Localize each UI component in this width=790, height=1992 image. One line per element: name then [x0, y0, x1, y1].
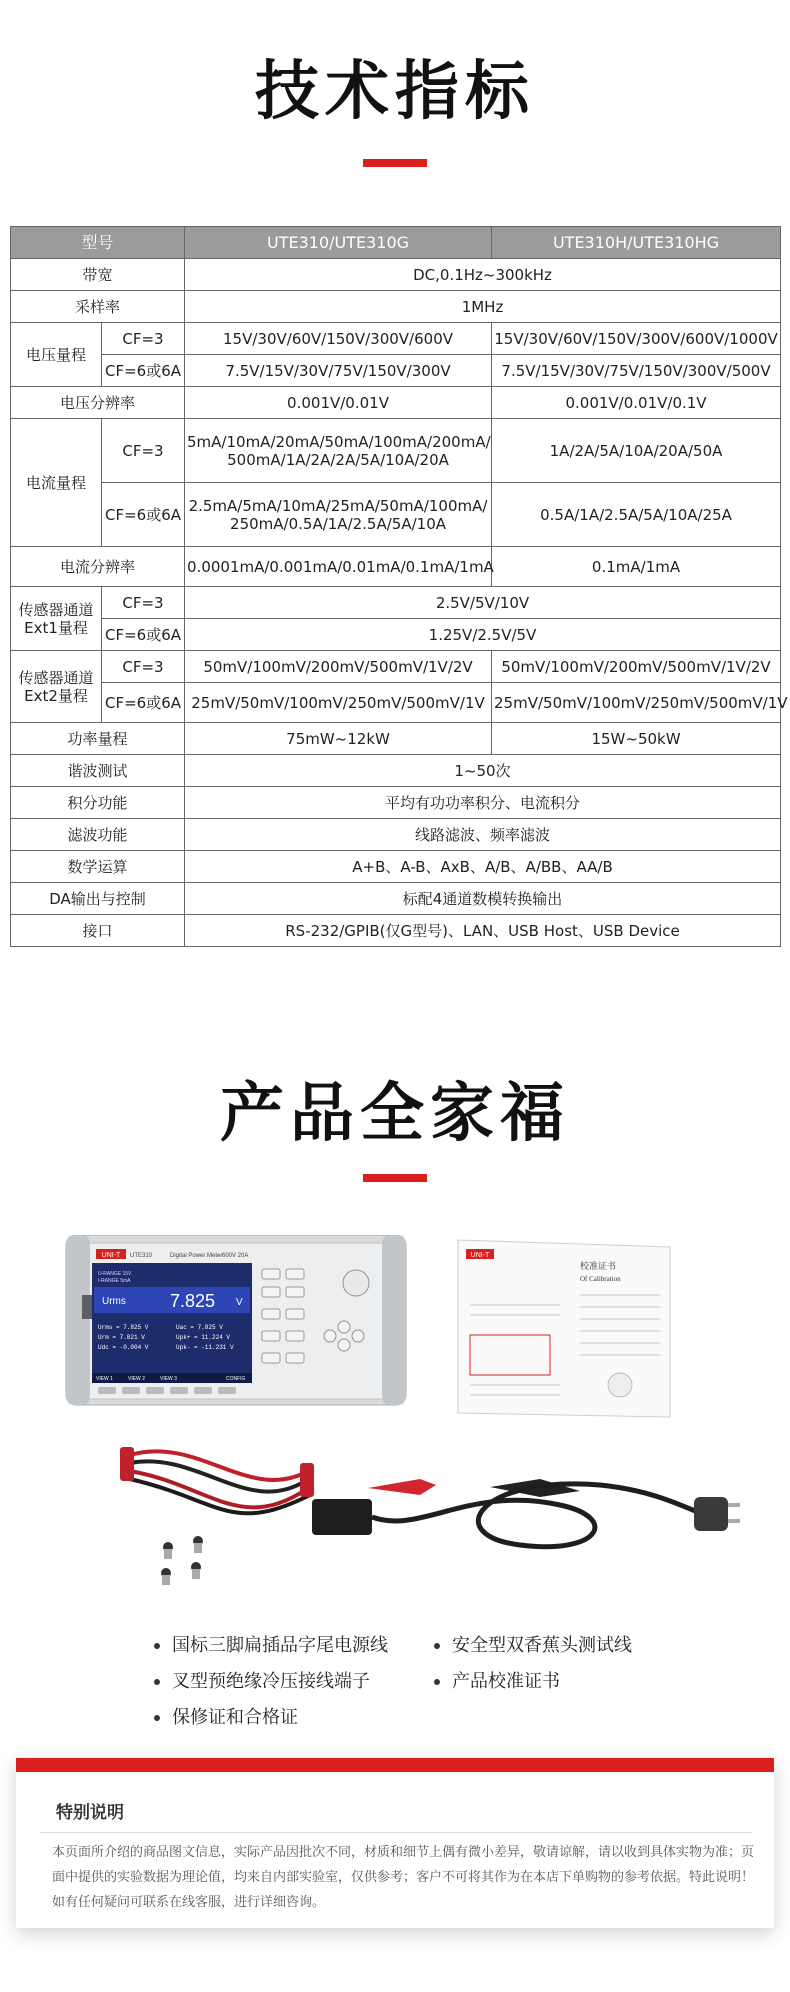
spec-title: 技术指标: [255, 55, 535, 129]
certificate-brand: UNI-T: [470, 1252, 490, 1259]
row-label: 滤波功能: [11, 819, 185, 851]
list-item-label: 国标三脚扁插品字尾电源线: [172, 1635, 388, 1656]
row-label: 接口: [11, 915, 185, 947]
softkey-label: VIEW 2: [128, 1376, 145, 1382]
notice-title: 特别说明: [56, 1803, 124, 1823]
bullet-icon: [154, 1643, 160, 1649]
notice-text: 本页面所介绍的商品图文信息，实际产品因批次不同，材质和细节上偶有微小差异，敬请谅解，请以收到具体实物为准；页面中提供的实验数据为理论值，均来自内部实验室，仅供参考；客户不可将其作为在本店下单购物的参考依据。特此说明！如有任何疑问可联系在线客服，进行详细咨询。: [52, 1845, 755, 1910]
row-label: 数学运算: [11, 851, 185, 883]
alligator-clips: [368, 1479, 580, 1497]
table-row: [11, 819, 781, 851]
sub-label: CF=6或6A: [102, 355, 185, 387]
label-line: 传感器通道: [18, 600, 94, 619]
label-line: 传感器通道: [18, 668, 94, 687]
row-value: 0.001V/0.01V/0.1V: [492, 387, 781, 419]
table-row: [11, 547, 781, 587]
table-row: [11, 323, 781, 355]
row-label: DA输出与控制: [11, 883, 185, 915]
reading-line: Udc = -0.004 V: [98, 1344, 149, 1351]
row-value: 0.001V/0.01V: [185, 387, 492, 419]
accessory-list-right: [434, 1628, 632, 1700]
family-title: 产品全家福: [220, 1077, 570, 1151]
list-item-label: 安全型双香蕉头测试线: [452, 1635, 632, 1656]
row-value: 0.1mA/1mA: [492, 547, 781, 587]
certificate-heading: 校准证书: [580, 1262, 617, 1272]
table-row: [11, 387, 781, 419]
reading-line: Uac = 7.825 V: [176, 1324, 223, 1331]
list-item-label: 产品校准证书: [452, 1671, 560, 1692]
row-label: 采样率: [11, 291, 185, 323]
row-value: 50mV/100mV/200mV/500mV/1V/2V: [492, 651, 781, 683]
sub-label: CF=3: [102, 587, 185, 619]
row-value: 15V/30V/60V/150V/300V/600V/1000V: [492, 323, 781, 355]
irange: I-RANGE 5mA: [98, 1278, 131, 1284]
row-value: 50mV/100mV/200mV/500mV/1V/2V: [185, 651, 492, 683]
notice-divider: [40, 1832, 752, 1833]
device-panel-title: Digital Power Meter: [170, 1253, 223, 1259]
table-row: [11, 419, 781, 483]
row-label: 积分功能: [11, 787, 185, 819]
row-value: 0.0001mA/0.001mA/0.01mA/0.1mA/1mA: [185, 547, 492, 587]
row-value: 线路滤波、频率滤波: [185, 819, 781, 851]
list-item-label: 保修证和合格证: [172, 1707, 298, 1728]
table-row: [11, 355, 781, 387]
softkey-label: VIEW 3: [160, 1376, 177, 1382]
row-label: 电压量程: [11, 323, 102, 387]
table-row: [11, 883, 781, 915]
table-row: [11, 723, 781, 755]
row-value: 1~50次: [185, 755, 781, 787]
value-line: 500mA/1A/2A/2A/5A/10A/20A: [227, 450, 449, 469]
bullet-icon: [154, 1715, 160, 1721]
device-brand: UNI-T: [101, 1252, 121, 1259]
reading-line: Upk+ = 11.224 V: [176, 1334, 231, 1341]
header-ute310h: UTE310H/UTE310HG: [492, 227, 781, 259]
table-row: [11, 851, 781, 883]
header-ute310: UTE310/UTE310G: [185, 227, 492, 259]
urms-value: 7.825: [170, 1291, 216, 1311]
sub-label: CF=3: [102, 419, 185, 483]
table-row: [11, 915, 781, 947]
table-row: [11, 483, 781, 547]
reading-line: Urms = 7.825 V: [98, 1324, 149, 1331]
row-value: 7.5V/15V/30V/75V/150V/300V/500V: [492, 355, 781, 387]
sub-label: CF=3: [102, 323, 185, 355]
row-label: [11, 651, 102, 723]
sub-label: CF=6或6A: [102, 683, 185, 723]
label-line: Ext2量程: [24, 686, 88, 705]
value-line: 5mA/10mA/20mA/50mA/100mA/200mA/: [187, 432, 491, 451]
package-illustration: [0, 1235, 790, 1605]
sub-label: CF=6或6A: [102, 483, 185, 547]
table-row: [11, 755, 781, 787]
power-meter-device: [66, 1235, 406, 1405]
row-value: 1.25V/2.5V/5V: [185, 619, 781, 651]
row-value: 25mV/50mV/100mV/250mV/500mV/1V: [185, 683, 492, 723]
table-row: [11, 683, 781, 723]
value-line: 250mA/0.5A/1A/2.5A/5A/10A: [230, 514, 446, 533]
label-line: Ext1量程: [24, 618, 88, 637]
row-value: DC,0.1Hz~300kHz: [185, 259, 781, 291]
row-value: [185, 419, 492, 483]
table-row: [11, 651, 781, 683]
row-value: RS-232/GPIB(仅G型号)、LAN、USB Host、USB Device: [185, 915, 781, 947]
table-row: [11, 619, 781, 651]
row-value: 75mW~12kW: [185, 723, 492, 755]
bullet-icon: [154, 1679, 160, 1685]
sub-label: CF=3: [102, 651, 185, 683]
row-value: 15V/30V/60V/150V/300V/600V: [185, 323, 492, 355]
row-value: 2.5V/5V/10V: [185, 587, 781, 619]
list-item: [154, 1700, 388, 1736]
family-title-underline: [363, 1174, 427, 1182]
calibration-certificate: [458, 1240, 670, 1417]
row-value: 0.5A/1A/2.5A/5A/10A/25A: [492, 483, 781, 547]
row-label: 电压分辨率: [11, 387, 185, 419]
table-header-row: [11, 227, 781, 259]
header-model: 型号: [11, 227, 185, 259]
special-notice: [16, 1758, 774, 1928]
row-value: 平均有功功率积分、电流积分: [185, 787, 781, 819]
notice-accent-bar: [16, 1758, 774, 1772]
list-item: [154, 1628, 388, 1664]
row-value: 25mV/50mV/100mV/250mV/500mV/1V: [492, 683, 781, 723]
device-rating: 600V 20A: [222, 1253, 249, 1259]
row-label: 电流分辨率: [11, 547, 185, 587]
banana-test-leads: [130, 1451, 310, 1513]
device-model: UTE310: [130, 1253, 153, 1259]
value-line: 2.5mA/5mA/10mA/25mA/50mA/100mA/: [188, 496, 488, 515]
table-row: [11, 291, 781, 323]
product-package-image: [0, 1235, 790, 1605]
accessory-list-left: [154, 1628, 388, 1736]
row-label: 带宽: [11, 259, 185, 291]
reading-line: Urm = 7.821 V: [98, 1334, 145, 1341]
bullet-icon: [434, 1679, 440, 1685]
row-value: 1A/2A/5A/10A/20A/50A: [492, 419, 781, 483]
row-label: [11, 587, 102, 651]
list-item: [434, 1628, 632, 1664]
table-row: [11, 259, 781, 291]
row-value: 1MHz: [185, 291, 781, 323]
softkey-label: CONFIG: [226, 1376, 246, 1382]
table-row: [11, 787, 781, 819]
spec-title-underline: [363, 159, 427, 167]
row-label: 功率量程: [11, 723, 185, 755]
table-row: [11, 587, 781, 619]
list-item: [154, 1664, 388, 1700]
list-item-label: 叉型预绝缘冷压接线端子: [172, 1671, 370, 1692]
reading-line: Upk- = -11.231 V: [176, 1344, 234, 1351]
urms-label: Urms: [102, 1296, 126, 1307]
row-value: 7.5V/15V/30V/75V/150V/300V: [185, 355, 492, 387]
row-value: 标配4通道数模转换输出: [185, 883, 781, 915]
sub-label: CF=6或6A: [102, 619, 185, 651]
fork-terminals: [161, 1536, 203, 1585]
certificate-subheading: Of Calibration: [580, 1275, 621, 1283]
row-value: 15W~50kW: [492, 723, 781, 755]
row-value: A+B、A-B、AxB、A/B、A/BB、AA/B: [185, 851, 781, 883]
row-label: 电流量程: [11, 419, 102, 547]
urms-unit: V: [236, 1297, 243, 1308]
row-label: 谐波测试: [11, 755, 185, 787]
urange: U-RANGE 15V: [98, 1271, 132, 1277]
row-value: [185, 483, 492, 547]
softkey-label: VIEW 1: [96, 1376, 113, 1382]
bullet-icon: [434, 1643, 440, 1649]
list-item: [434, 1664, 632, 1700]
spec-table: [10, 226, 788, 947]
